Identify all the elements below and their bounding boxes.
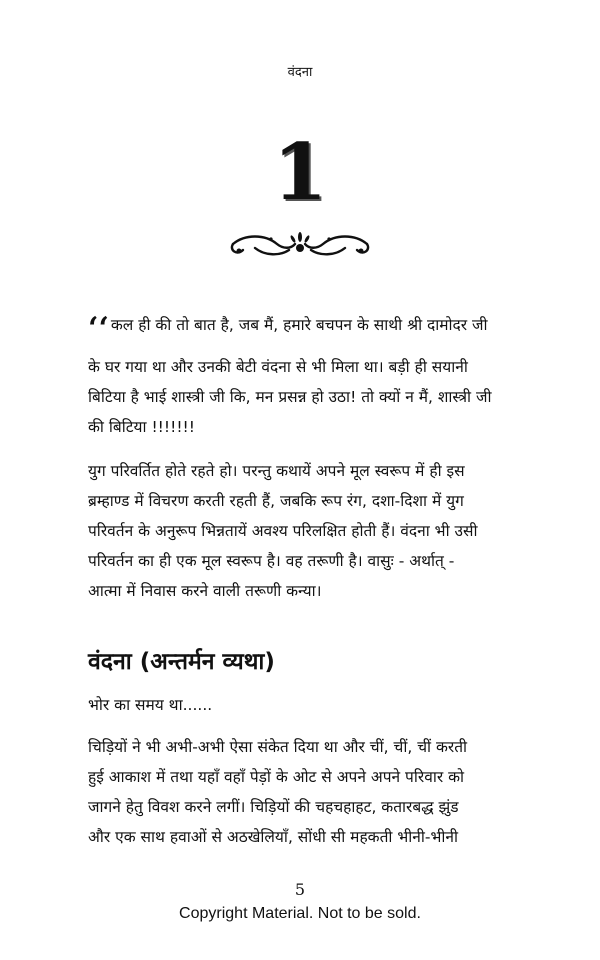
text-line: आत्मा में निवास करने वाली तरूणी कन्या। (88, 582, 322, 600)
text-line: परिवर्तन के अनुरूप भिन्नतायें अवश्य परिलक्षित होती हैं। वंदना भी उसी (88, 522, 478, 540)
running-header: वंदना (287, 65, 313, 80)
paragraph-intro (88, 456, 516, 606)
paragraph-birds (88, 732, 516, 852)
text-line (88, 310, 516, 340)
text-line: परिवर्तन का ही एक मूल स्वरूप है। वह तरूणी है। वासुः - अर्थात् - (88, 552, 455, 570)
copyright-notice: Copyright Material. Not to be sold. (179, 905, 421, 922)
chapter-number: 1 (272, 127, 328, 218)
decorative-scroll-flourish-icon (225, 228, 375, 262)
page-number: 5 (294, 880, 306, 899)
text-line: और एक साथ हवाओं से अठखेलियाँ, सोंधी सी महकती भीनी-भीनी (88, 828, 459, 846)
paragraph-quote-continued (88, 352, 516, 442)
text-line: के घर गया था और उनकी बेटी वंदना से भी मिला था। बड़ी ही सयानी (88, 358, 468, 376)
text-line-content: कल ही की तो बात है, जब मैं, हमारे बचपन के साथी श्री दामोदर जी (110, 316, 488, 334)
text-line: चिड़ियों ने भी अभी-अभी ऐसा संकेत दिया था और चीं, चीं, चीं करती (88, 738, 468, 756)
paragraph-quote (88, 310, 516, 340)
text-line: की बिटिया !!!!!!! (88, 418, 195, 436)
section-heading: वंदना (अन्तर्मन व्यथा) (88, 649, 275, 675)
text-line: ब्रम्हाण्ड में विचरण करती रहती हैं, जबकि रूप रंग, दशा-दिशा में युग (88, 492, 464, 510)
text-line: बिटिया है भाई शास्त्री जी कि, मन प्रसन्न हो उठा! तो क्यों न मैं, शास्त्री जी (88, 388, 492, 406)
text-line: हुई आकाश में तथा यहाँ वहाँ पेड़ों के ओट से अपने अपने परिवार को (88, 768, 465, 786)
text-line: भोर का समय था...... (88, 696, 213, 714)
paragraph-dawn (88, 690, 516, 720)
text-line: युग परिवर्तित होते रहते हो। परन्तु कथायें अपने मूल स्वरूप में ही इस (88, 462, 465, 480)
text-line: जागने हेतु विवश करने लगीं। चिड़ियों की चहचहाहट, कतारबद्ध झुंड (88, 798, 459, 816)
opening-quote-mark: ‘‘ (88, 311, 109, 340)
